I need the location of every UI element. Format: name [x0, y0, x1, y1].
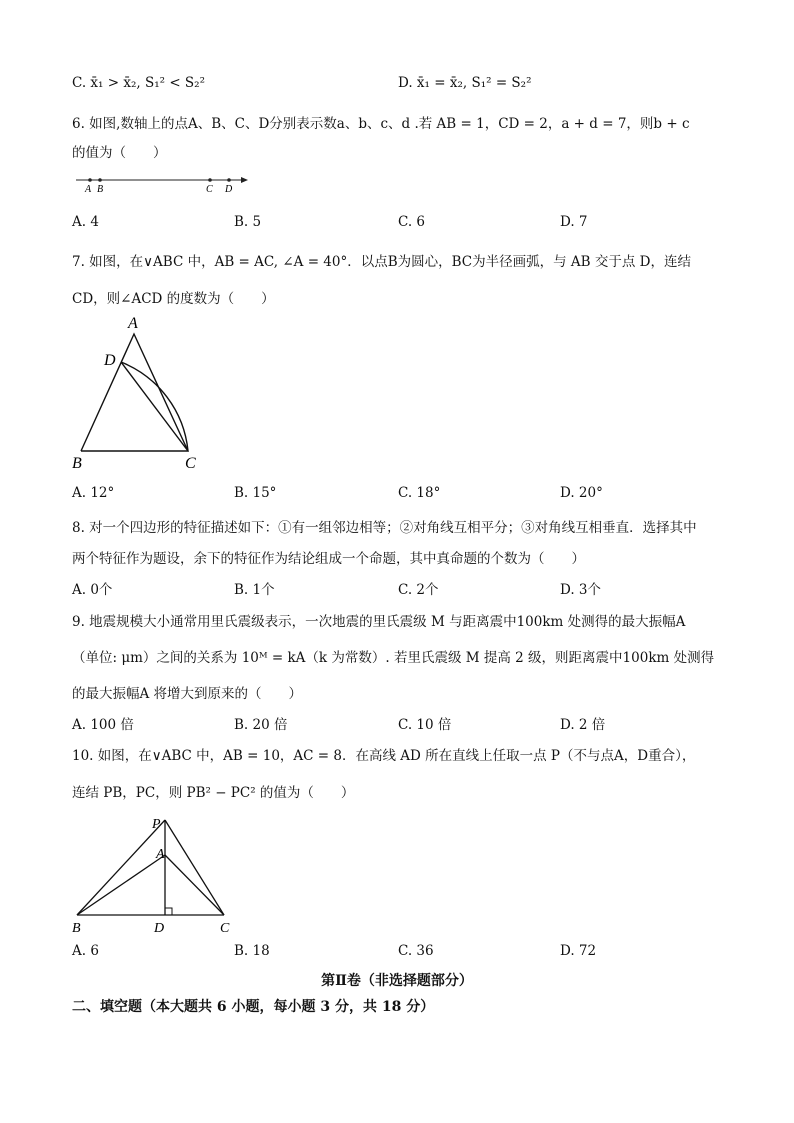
q6-option-b: B. 5 [234, 214, 262, 230]
q6-stem-line2: 的值为（ ） [72, 145, 167, 161]
q10-stem-line1: 10. 如图，在∨ABC 中，AB = 10，AC = 8．在高线 AD 所在直线上任取一点 P（不与点A，D重合）， [72, 748, 696, 764]
section-heading: 二、填空题（本大题共 6 小题，每小题 3 分，共 18 分） [72, 999, 435, 1015]
q8-option-a: A. 0个 [72, 582, 113, 598]
q10-triangle-figure [70, 812, 240, 934]
q7-option-b: B. 15° [234, 485, 277, 501]
q7-option-a: A. 12° [72, 485, 115, 501]
q7-label-a: A [128, 315, 138, 332]
volume-title: 第Ⅱ卷（非选择题部分） [321, 973, 473, 989]
q5-option-d: D. x̄₁ = x̄₂, S₁² = S₂² [398, 75, 532, 91]
q10-label-c: C [220, 921, 230, 936]
q7-label-d: D [104, 352, 116, 369]
q9-option-d: D. 2 倍 [560, 717, 606, 733]
q10-label-d: D [154, 921, 165, 936]
q10-option-c: C. 36 [398, 943, 434, 959]
q6-number-line-figure [72, 172, 252, 194]
q10-option-d: D. 72 [560, 943, 597, 959]
q7-option-c: C. 18° [398, 485, 441, 501]
q6-label-d: D [225, 184, 233, 195]
q9-option-b: B. 20 倍 [234, 717, 288, 733]
q6-label-b: B [97, 184, 104, 195]
q6-label-a: A [85, 184, 92, 195]
q9-stem-line1: 9. 地震规模大小通常用里氏震级表示，一次地震的里氏震级 M 与距离震中100km 处测得的最大振幅A [72, 614, 686, 630]
q7-stem-line1: 7. 如图，在∨ABC 中，AB = AC, ∠A = 40°．以点B为圆心，BC为半径画弧，与 AB 交于点 D，连结 [72, 254, 692, 270]
q8-option-d: D. 3个 [560, 582, 602, 598]
q10-label-p: P [152, 817, 161, 832]
q8-stem-line2: 两个特征作为题设，余下的特征作为结论组成一个命题，其中真命题的个数为（ ） [72, 551, 585, 567]
q7-label-b: B [72, 455, 82, 472]
q9-option-a: A. 100 倍 [72, 717, 134, 733]
q9-stem-line2: （单位: μm）之间的关系为 10ᴹ = kA（k 为常数）. 若里氏震级 M 提高 2 级，则距离震中100km 处测得 [72, 650, 715, 666]
q8-stem-line1: 8. 对一个四边形的特征描述如下：①有一组邻边相等；②对角线互相平分；③对角线互相垂直．选择其中 [72, 520, 697, 536]
q10-option-b: B. 18 [234, 943, 270, 959]
q9-stem-line3: 的最大振幅A 将增大到原来的（ ） [72, 686, 303, 702]
q6-option-c: C. 6 [398, 214, 426, 230]
q10-label-a: A [156, 847, 165, 862]
q10-option-a: A. 6 [72, 943, 99, 959]
q7-label-c: C [185, 455, 196, 472]
q10-stem-line2: 连结 PB，PC，则 PB² − PC² 的值为（ ） [72, 785, 355, 801]
q6-stem-line1: 6. 如图,数轴上的点A、B、C、D分别表示数a、b、c、d .若 AB = 1，CD = 2，a + d = 7，则b + c [72, 116, 690, 132]
q6-option-d: D. 7 [560, 214, 588, 230]
q6-option-a: A. 4 [72, 214, 99, 230]
q7-stem-line2: CD，则∠ACD 的度数为（ ） [72, 291, 275, 307]
q7-triangle-figure [70, 312, 210, 472]
q6-label-c: C [206, 184, 213, 195]
q9-option-c: C. 10 倍 [398, 717, 452, 733]
q8-option-b: B. 1个 [234, 582, 275, 598]
q10-label-b: B [72, 921, 81, 936]
q5-option-c: C. x̄₁ > x̄₂, S₁² < S₂² [72, 75, 205, 91]
q8-option-c: C. 2个 [398, 582, 439, 598]
q7-option-d: D. 20° [560, 485, 603, 501]
